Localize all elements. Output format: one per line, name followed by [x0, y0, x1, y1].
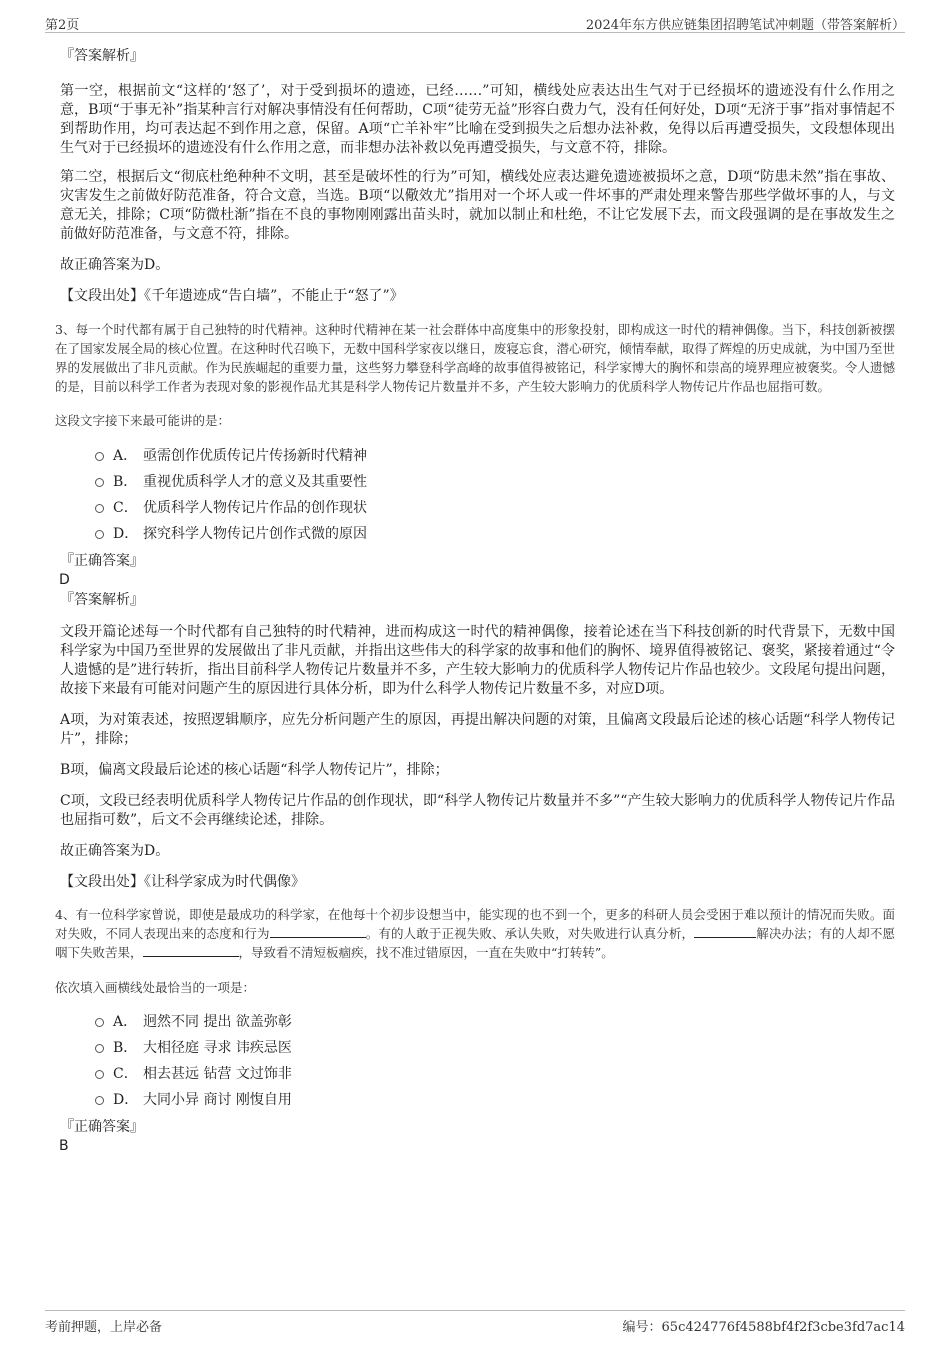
- radio-icon[interactable]: [95, 1070, 104, 1079]
- footer-slogan: 考前押题，上岸必备: [45, 1320, 163, 1335]
- q3-correct-label: 『正确答案』: [60, 553, 144, 569]
- q3-option-d[interactable]: D． 探究科学人物传记片创作式微的原因: [95, 521, 895, 547]
- q2-analysis-p2: 第二空，根据后文“彻底杜绝种种不文明，甚至是破坏性的行为”可知，横线处应表达避免遗迹被损坏之意，D项“防患未然”指在事故、灾害发生之前做好防范准备，符合文意，当选。B项“以儆效尤”指用对一个坏人或一件坏事的严肃处理来警告那些学做坏事的人，与文意无关，排除；C项“防微杜渐”指在不良的事物刚刚露出苗头时，就加以制止和杜绝，不让它发展下去，而文段强调的是在事故发生之前做好防范准备，与文意不符，排除。: [60, 169, 895, 242]
- q2-analysis-label: 『答案解析』: [60, 48, 144, 64]
- q4-blank-3: [143, 944, 239, 957]
- page-footer: [45, 1310, 905, 1333]
- q3-analysis-p2: A项，为对策表述，按照逻辑顺序，应先分析问题产生的原因，再提出解决问题的对策，且偏离文段最后论述的核心话题“科学人物传记片”，排除；: [60, 712, 895, 747]
- page-number: 第2页: [45, 18, 80, 33]
- q4-stem: 4、有一位科学家曾说，即使是最成功的科学家，在他每十个初步设想当中，能实现的也不到一个，更多的科研人员会受困于难以预计的情况而失败。面对失败，不同人表现出来的态度和行为 。有的人敢于正视失败、承认失败，对失败进行认真分析， 解决办法；有的人却不愿咽下失败苦果， ，导致看不清短板痼疾，找不准过错原因，一直在失败中“打转转”。: [55, 907, 895, 960]
- q4-correct-answer: B: [59, 1138, 69, 1154]
- q3-option-b[interactable]: B． 重视优质科学人才的意义及其重要性: [95, 469, 895, 495]
- q4-blank-2: [694, 925, 756, 938]
- radio-icon[interactable]: [95, 1096, 104, 1105]
- q3-conclusion: 故正确答案为D。: [60, 843, 170, 859]
- q2-source: 【文段出处】《千年遗迹成“告白墙”，不能止于“怒了”》: [60, 288, 404, 304]
- q3-analysis-label: 『答案解析』: [60, 592, 144, 608]
- q2-conclusion: 故正确答案为D。: [60, 257, 170, 273]
- q3-analysis-p1: 文段开篇论述每一个时代都有自己独特的时代精神，进而构成这一时代的精神偶像，接着论述在当下科技创新的时代背景下，无数中国科学家为中国乃至世界的发展做出了非凡贡献，并指出这些伟大的科学家的故事和他们的胸怀、境界值得被铭记、褒奖，紧接着通过“令人遗憾的是”进行转折，指出目前科学人物传记片数量并不多，产生较大影响力的优质科学人物传记片作品也较少。文段尾句提出问题，故接下来最有可能对问题产生的原因进行具体分析，即为什么科学人物传记片数量不多，对应D项。: [60, 624, 895, 697]
- q4-correct-label: 『正确答案』: [60, 1119, 144, 1135]
- q3-correct-answer: D: [59, 572, 70, 588]
- q4-options: [95, 1009, 895, 1113]
- q4-option-d[interactable]: D． 大同小异 商讨 刚愎自用: [95, 1087, 895, 1113]
- q4-option-a[interactable]: A． 迥然不同 提出 欲盖弥彰: [95, 1009, 895, 1035]
- q2-analysis-p1: 第一空，根据前文“这样的‘怒了’，对于受到损坏的遗迹，已经……”可知，横线处应表达出生气对于已经损坏的遗迹没有什么作用之意，B项“于事无补”指某种言行对解决事情没有任何帮助，C项“徒劳无益”形容白费力气，没有任何好处，D项“无济于事”指对事情起不到帮助作用，均可表达起不到作用之意，保留。A项“亡羊补牢”比喻在受到损失之后想办法补救，免得以后再遭受损失，文段想体现出生气对于已经损坏的遗迹没有什么作用之意，而非想办法补救以免再遭受损失，与文意不符，排除。: [60, 83, 895, 156]
- q3-options: [95, 443, 895, 547]
- q4-option-c[interactable]: C． 相去甚远 钻营 文过饰非: [95, 1061, 895, 1087]
- q4-option-b[interactable]: B． 大相径庭 寻求 讳疾忌医: [95, 1035, 895, 1061]
- q3-option-a[interactable]: A． 亟需创作优质传记片传扬新时代精神: [95, 443, 895, 469]
- q3-stem: 3、每一个时代都有属于自己独特的时代精神。这种时代精神在某一社会群体中高度集中的形象投射，即构成这一时代的精神偶像。当下，科技创新被摆在了国家发展全局的核心位置。在这种时代召唤下，无数中国科学家夜以继日，废寝忘食，潜心研究，倾情奉献，取得了辉煌的历史成就，为中国乃至世界的发展做出了非凡贡献。作为民族崛起的重要力量，这些努力攀登科学高峰的故事值得被铭记，科学家博大的胸怀和崇高的境界理应被褒奖。令人遗憾的是，目前以科学工作者为表现对象的影视作品尤其是科学人物传记片数量并不多，产生较大影响力的优质科学人物传记片作品也屈指可数。: [55, 322, 895, 394]
- radio-icon[interactable]: [95, 478, 104, 487]
- document-id: 编号：65c424776f4588bf4f2f3cbe3fd7ac14: [622, 1320, 905, 1335]
- q3-prompt: 这段文字接下来最可能讲的是：: [55, 413, 231, 428]
- radio-icon[interactable]: [95, 504, 104, 513]
- document-title: 2024年东方供应链集团招聘笔试冲刺题（带答案解析）: [585, 18, 905, 33]
- q3-analysis-p3: B项，偏离文段最后论述的核心话题“科学人物传记片”，排除；: [60, 762, 449, 778]
- q4-blank-1: [270, 925, 366, 938]
- radio-icon[interactable]: [95, 1044, 104, 1053]
- q3-option-c[interactable]: C． 优质科学人物传记片作品的创作现状: [95, 495, 895, 521]
- q3-analysis-p4: C项，文段已经表明优质科学人物传记片作品的创作现状，即“科学人物传记片数量并不多”“产生较大影响力的优质科学人物传记片作品也屈指可数”，后文不会再继续论述，排除。: [60, 793, 895, 828]
- radio-icon[interactable]: [95, 530, 104, 539]
- radio-icon[interactable]: [95, 1018, 104, 1027]
- page-header: [45, 10, 905, 33]
- document-body: [55, 44, 895, 1156]
- q3-source: 【文段出处】《让科学家成为时代偶像》: [60, 874, 305, 890]
- q4-prompt: 依次填入画横线处最恰当的一项是：: [55, 980, 256, 995]
- radio-icon[interactable]: [95, 452, 104, 461]
